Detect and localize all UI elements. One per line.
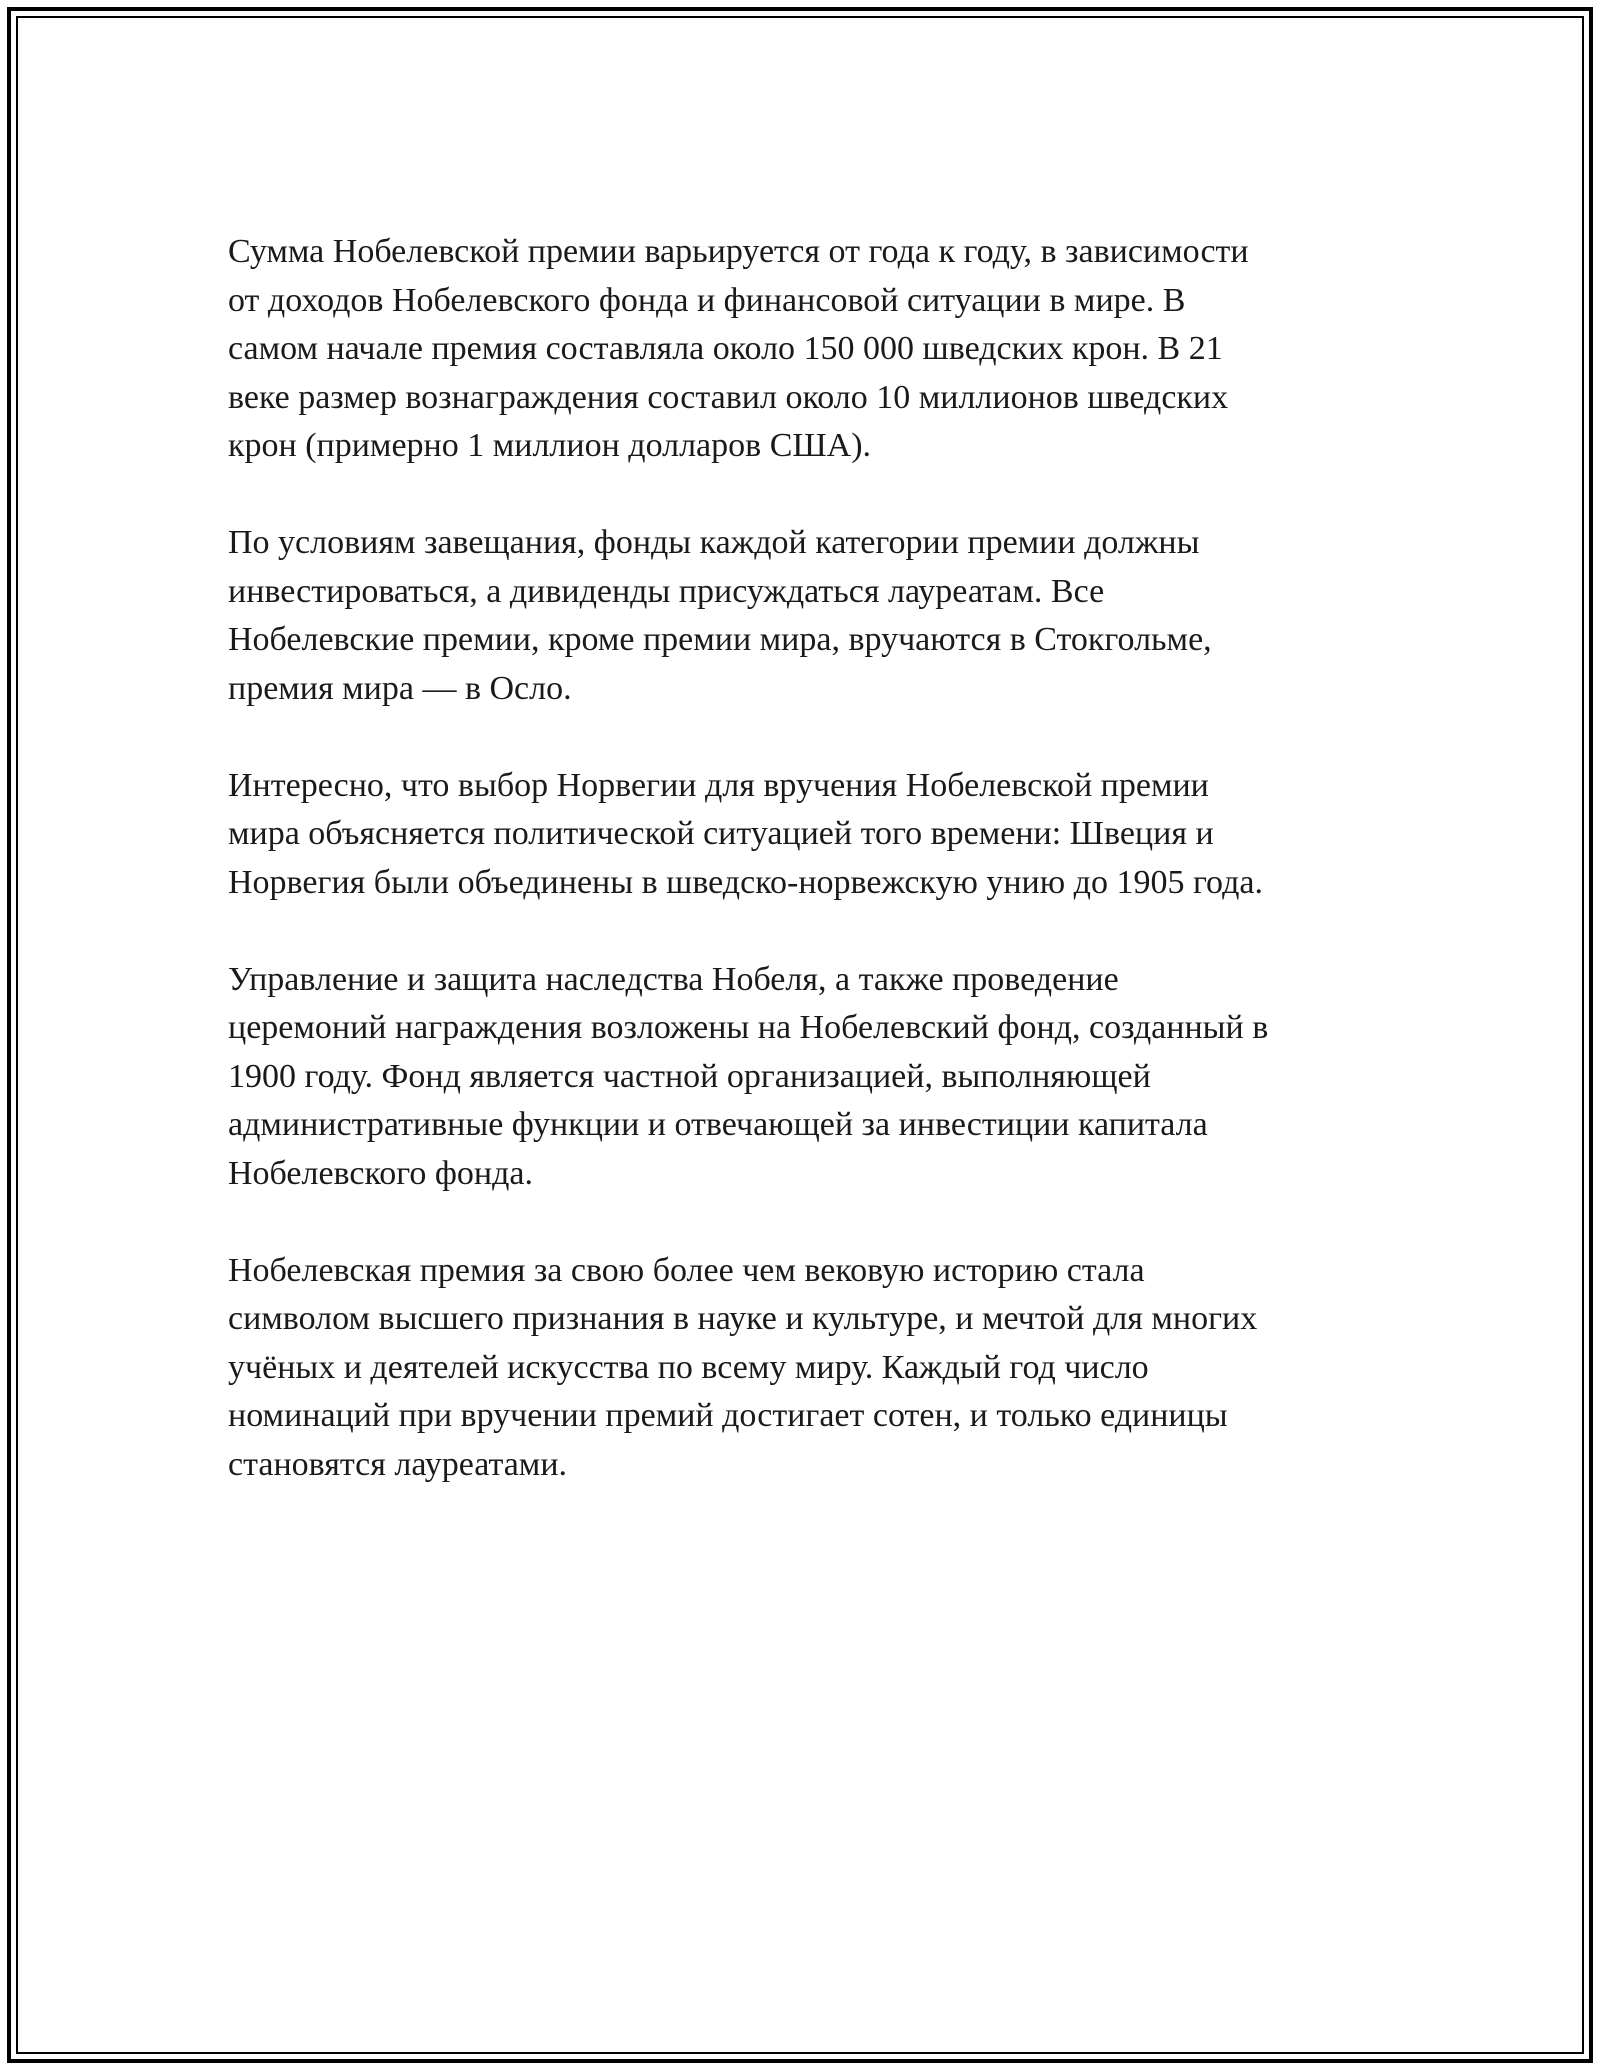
text-line: Норвегия были объединены в шведско-норвежскую унию до 1905 года. bbox=[228, 863, 1263, 901]
text-line: становятся лауреатами. bbox=[228, 1445, 568, 1483]
text-line: учёных и деятелей искусства по всему миру. Каждый год число bbox=[228, 1348, 1149, 1386]
paragraph-prize-amount bbox=[228, 228, 1398, 471]
document-body bbox=[228, 228, 1398, 1538]
text-line: Интересно, что выбор Норвегии для вручения Нобелевской премии bbox=[228, 766, 1209, 804]
text-line: символом высшего признания в науке и культуре, и мечтой для многих bbox=[228, 1300, 1258, 1337]
text-line: Нобелевские премии, кроме премии мира, вручаются в Стокгольме, bbox=[228, 621, 1212, 658]
text-line: Управление и защита наследства Нобеля, а также проведение bbox=[228, 960, 1119, 998]
paragraph-norway-choice bbox=[228, 762, 1398, 908]
text-line: 1900 году. Фонд является частной организацией, выполняющей bbox=[228, 1057, 1151, 1095]
text-line: Нобелевского фонда. bbox=[228, 1154, 534, 1192]
text-line: веке размер вознаграждения составил около 10 миллионов шведских bbox=[228, 378, 1229, 416]
text-line: премия мира — в Осло. bbox=[228, 669, 572, 707]
paragraph-nobel-foundation bbox=[228, 956, 1398, 1199]
text-line: инвестироваться, а дивиденды присуждаться лауреатам. Все bbox=[228, 572, 1105, 610]
text-line: По условиям завещания, фонды каждой категории премии должны bbox=[228, 524, 1200, 561]
paragraph-recognition bbox=[228, 1247, 1398, 1490]
text-line: административные функции и отвечающей за инвестиции капитала bbox=[228, 1106, 1208, 1143]
text-line: Нобелевская премия за свою более чем вековую историю стала bbox=[228, 1251, 1145, 1289]
paragraph-will-conditions bbox=[228, 519, 1398, 713]
text-line: крон (примерно 1 миллион долларов США). bbox=[228, 427, 872, 464]
text-line: номинаций при вручении премий достигает сотен, и только единицы bbox=[228, 1397, 1228, 1434]
text-line: церемоний награждения возложены на Нобелевский фонд, созданный в bbox=[228, 1009, 1269, 1046]
text-line: мира объясняется политической ситуацией того времени: Швеция и bbox=[228, 815, 1214, 852]
text-line: Сумма Нобелевской премии варьируется от года к году, в зависимости bbox=[228, 233, 1249, 270]
text-line: самом начале премия составляла около 150 000 шведских крон. В 21 bbox=[228, 330, 1223, 367]
text-line: от доходов Нобелевского фонда и финансовой ситуации в мире. В bbox=[228, 281, 1186, 319]
